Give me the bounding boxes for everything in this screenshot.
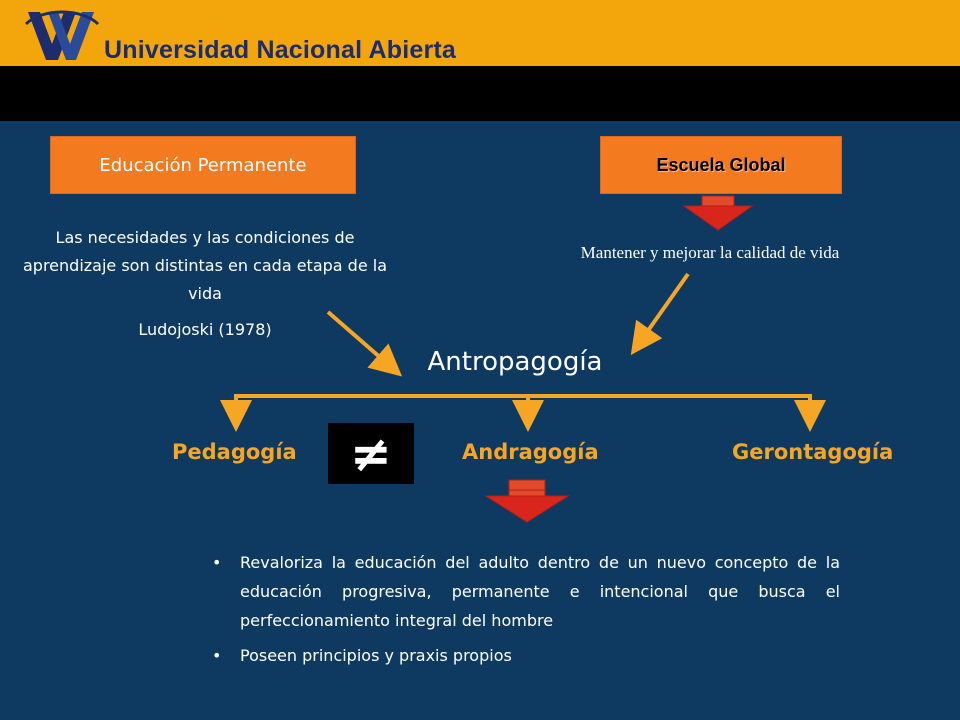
list-item: [212, 641, 840, 670]
down-arrow-icon: [684, 196, 752, 230]
bullet-list: [212, 548, 840, 676]
down-arrow-icon: [486, 480, 568, 522]
not-equal-box: [328, 423, 414, 484]
branch-bracket: [236, 396, 810, 420]
bullet-text: Revaloriza la educación del adulto dentro de un nuevo concepto de la educación progresiva, permanente e intencional que busca el perfeccionamiento integral del hombre: [240, 553, 840, 630]
term-gerontagogia: Gerontagogía: [732, 440, 894, 464]
educacion-permanente-label: Educación Permanente: [99, 154, 307, 176]
diagonal-arrow-right: [640, 274, 688, 342]
list-item: [212, 548, 840, 635]
escuela-global-label: Escuela Global: [656, 154, 786, 175]
antropagogia-title: Antropagogía: [427, 347, 603, 377]
bullet-icon: •: [212, 553, 222, 572]
not-equal-icon: ≠: [350, 424, 392, 483]
needs-text: Las necesidades y las condiciones de aprendizaje son distintas en cada etapa de la vida: [22, 228, 388, 303]
bullet-icon: •: [212, 646, 222, 665]
university-name: Universidad Nacional Abierta: [104, 36, 456, 64]
citation-text: Ludojoski (1978): [138, 320, 272, 339]
bullet-text: Poseen principios y praxis propios: [240, 646, 512, 665]
term-andragogia: Andragogía: [462, 440, 599, 464]
diagonal-arrow-left: [328, 312, 390, 366]
goal-text: Mantener y mejorar la calidad de vida: [580, 243, 840, 262]
term-pedagogia: Pedagogía: [172, 440, 297, 464]
